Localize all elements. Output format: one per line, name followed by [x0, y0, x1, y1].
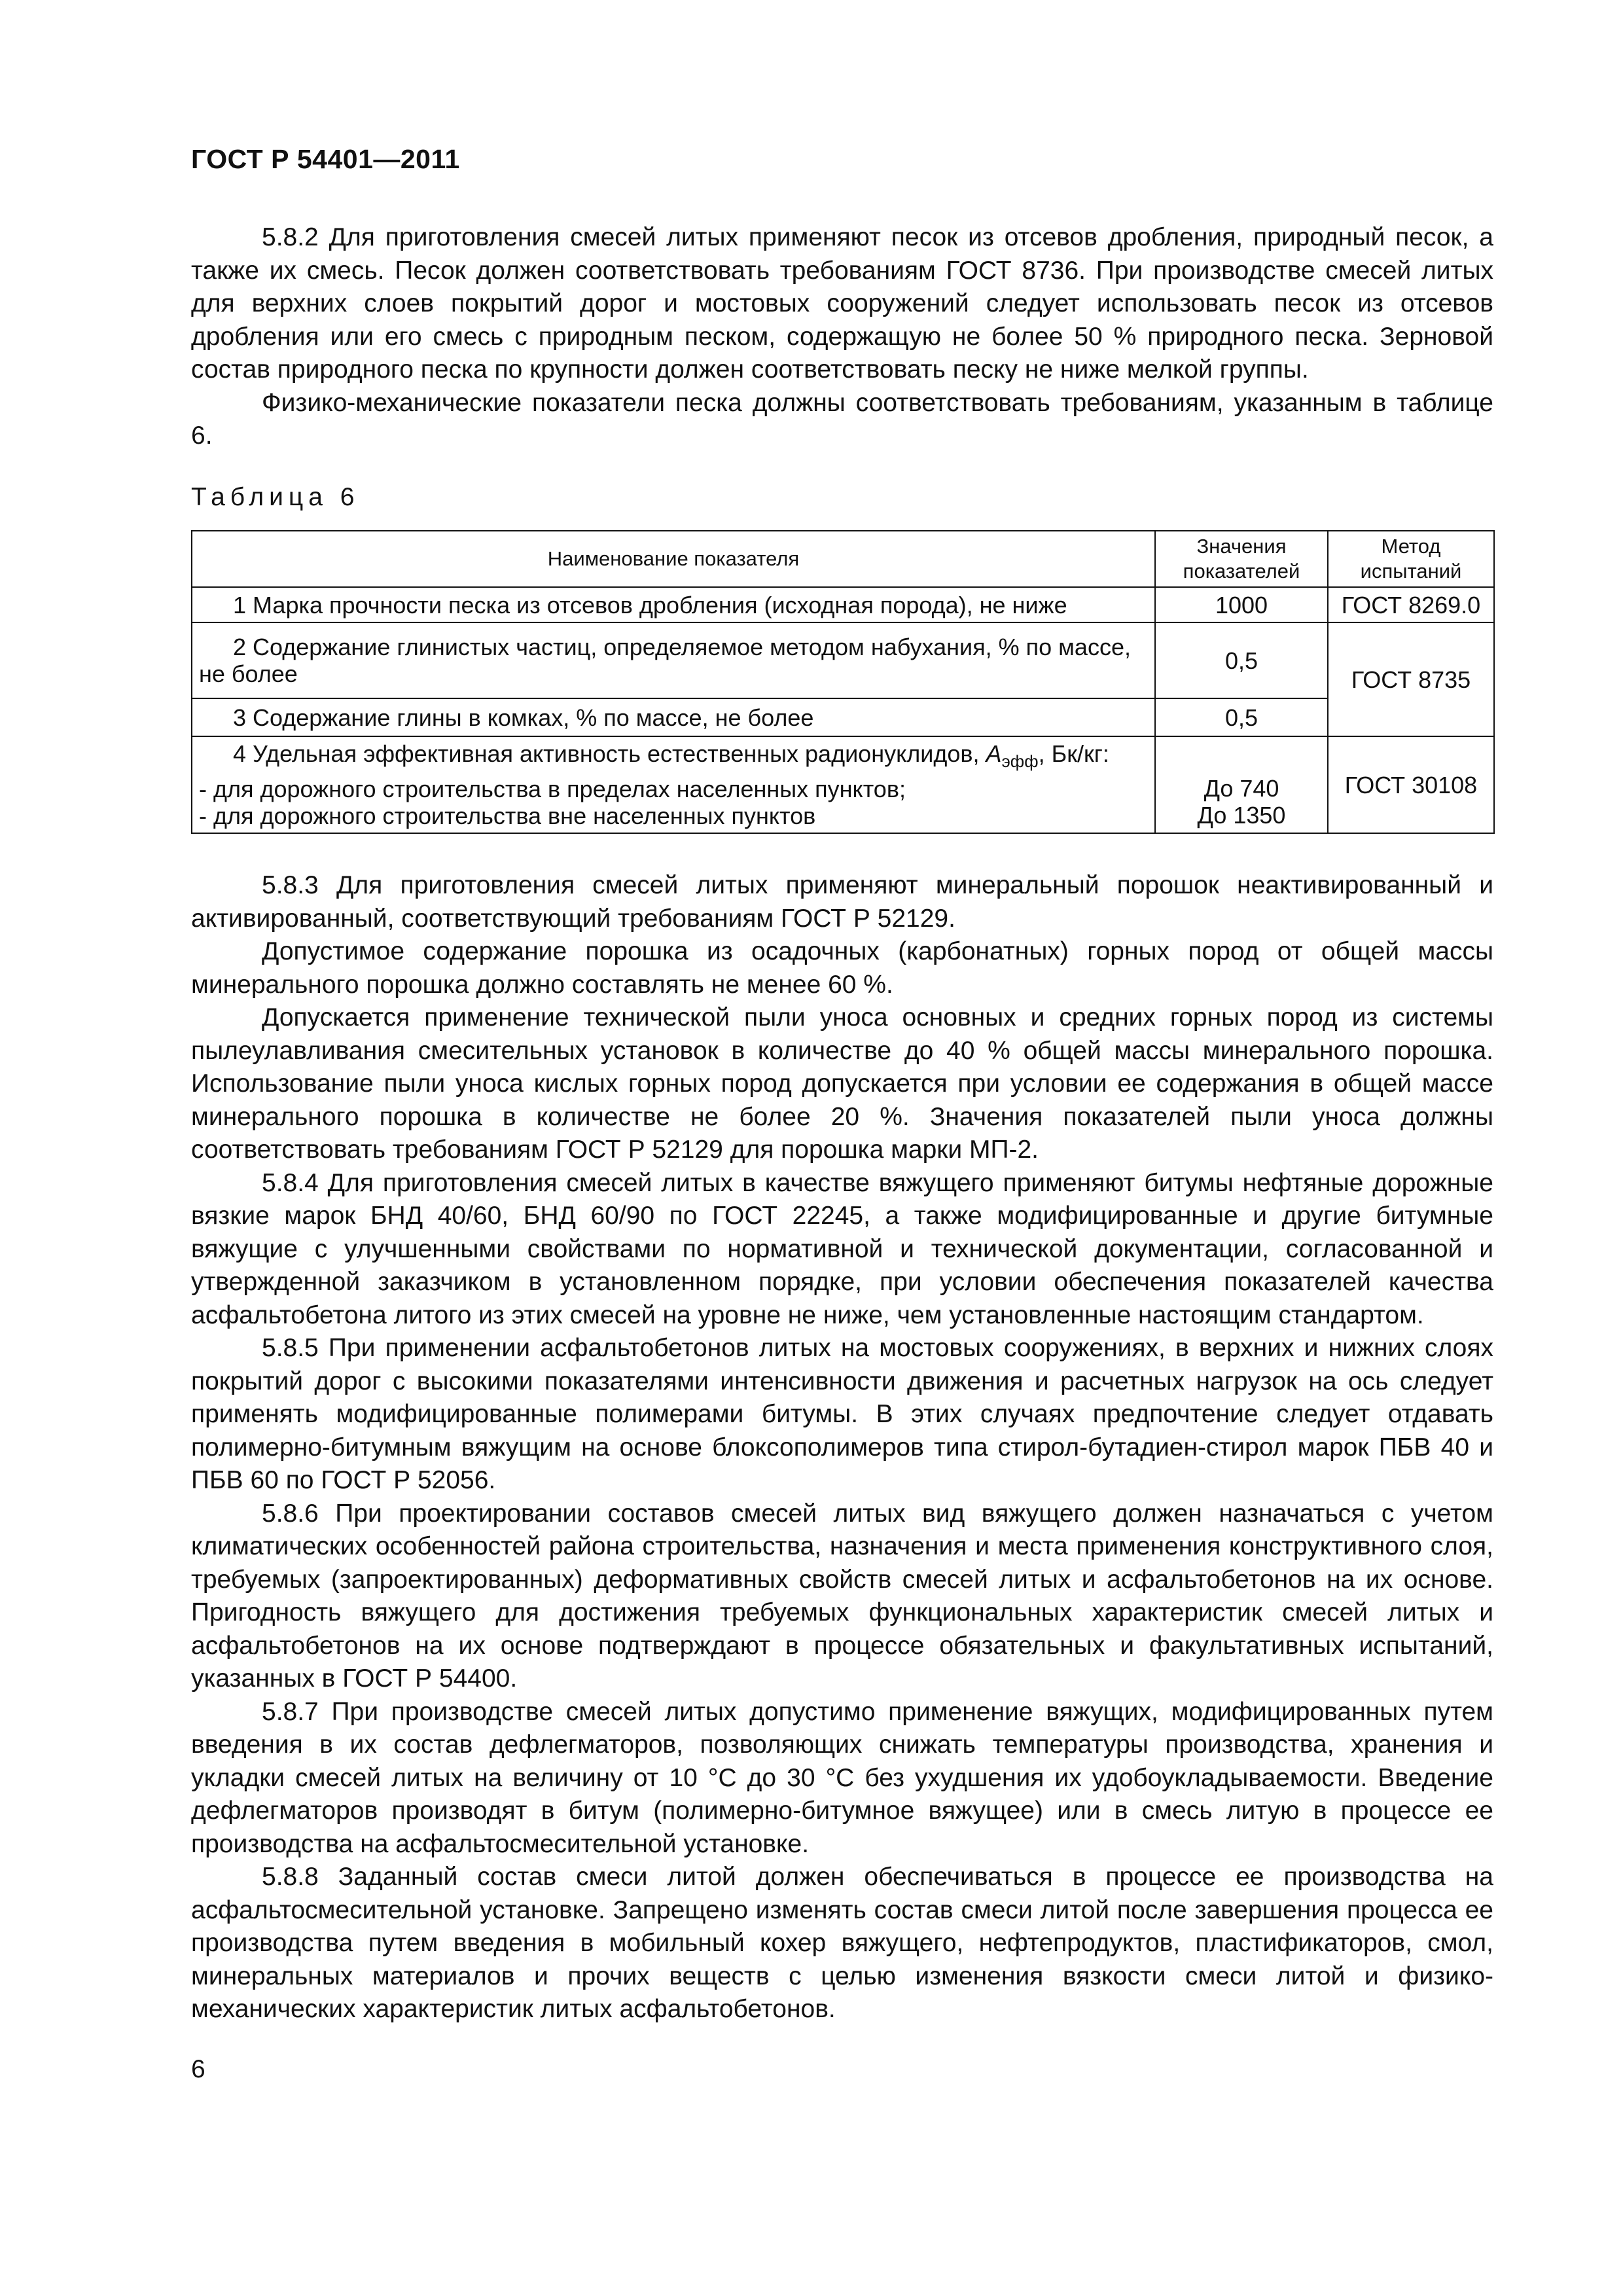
paragraph-5-8-2: 5.8.2 Для приготовления смесей литых применяют песок из отсевов дробления, природный песок, а также их смесь. Песок должен соответствовать требованиям ГОСТ 8736. При производстве смесей литых для верхних слоев покрытий дорог и мостовых сооружений следует использовать песок из отсевов дробления или его смесь с природным песком, содержащую не более 50 % природного песка. Зерновой состав природного песка по крупности должен соответствовать песку не ниже мелкой группы. — [191, 223, 1493, 384]
row-4-method: ГОСТ 30108 — [1328, 736, 1494, 833]
paragraph-5-8-6: 5.8.6 При проектировании составов смесей литых вид вяжущего должен назначаться с учетом климатических особенностей района строительства, назначения и места применения конструктивного слоя, требуемых (запроектированных) деформативных свойств смесей литых и асфальтобетонов на их основе. Пригодность вяжущего для достижения требуемых функциональных характеристик смесей литых и асфальтобетонов на их основе подтверждают в процессе обязательных и факультативных испытаний, указанных в ГОСТ Р 54400. — [191, 1499, 1493, 1693]
page-number: 6 — [191, 2055, 205, 2083]
row-2-3-method: ГОСТ 8735 — [1328, 622, 1494, 736]
row-4-value — [1155, 736, 1328, 833]
row-1-method: ГОСТ 8269.0 — [1328, 587, 1494, 622]
paragraph-5-8-5: 5.8.5 При применении асфальтобетонов литых на мостовых сооружениях, в верхних и нижних слоях покрытий дорог с высокими показателями интенсивности движения и расчетных нагрузок на ось следует применять модифицированные полимерами битумы. В этих случаях предпочтение следует отдавать полимерно-битумным вяжущим на основе блоксополимеров типа стирол-бутадиен-стирол марок ПБВ 40 и ПБВ 60 по ГОСТ Р 52056. — [191, 1334, 1493, 1494]
row-4-value-1: До 740 — [1204, 775, 1279, 802]
header-indicator-value: Значения показателей — [1155, 531, 1328, 587]
row-3-value: 0,5 — [1155, 698, 1328, 736]
row-2-value: 0,5 — [1155, 622, 1328, 698]
row-3-name-text: 3 Содержание глины в комках, % по массе, не более — [233, 704, 814, 731]
table-row — [192, 622, 1494, 698]
paragraph-table-reference: Физико-механические показатели песка должны соответствовать требованиям, указанным в таблице 6. — [191, 388, 1493, 450]
paragraph-5-8-3: 5.8.3 Для приготовления смесей литых применяют минеральный порошок неактивированный и активированный, соответствующий требованиям ГОСТ Р 52129. — [191, 871, 1493, 933]
table-row — [192, 736, 1494, 833]
activity-symbol: A — [986, 740, 1002, 768]
row-4-line-2: - для дорожного строительства в пределах населенных пунктов; — [199, 775, 906, 802]
row-3-name — [192, 698, 1155, 736]
row-1-value: 1000 — [1155, 587, 1328, 622]
table-row — [192, 587, 1494, 622]
row-4-name-main: 4 Удельная эффективная активность естественных радионуклидов, — [233, 740, 986, 768]
section-5-8-2 — [191, 221, 1493, 453]
row-4-line-3: - для дорожного строительства вне населенных пунктов — [199, 802, 816, 829]
paragraph-5-8-7: 5.8.7 При производстве смесей литых допустимо применение вяжущих, модифицированных путем введения в их состав дефлегматоров, позволяющих снижать температуры производства, хранения и укладки смесей литых на величину от 10 °С до 30 °С без ухудшения их удобоукладываемости. Введение дефлегматоров производят в битум (полимерно-битумное вяжущее) или в смесь литую в процессе ее производства на асфальтосмесительной установке. — [191, 1697, 1493, 1858]
main-body — [191, 869, 1493, 2026]
row-4-name — [192, 736, 1155, 833]
row-2-name-text: 2 Содержание глинистых частиц, определяемое методом набухания, % по массе, не более — [199, 634, 1131, 687]
header-indicator-name: Наименование показателя — [192, 531, 1155, 587]
row-4-value-2: До 1350 — [1197, 802, 1286, 829]
row-2-name — [192, 622, 1155, 698]
table-6 — [191, 530, 1495, 834]
row-1-name-text: 1 Марка прочности песка из отсевов дробления (исходная порода), не ниже — [233, 591, 1067, 619]
activity-subscript: эфф — [1001, 751, 1039, 772]
table-row — [192, 698, 1494, 736]
row-4-unit: , Бк/кг: — [1038, 740, 1109, 768]
standard-designation: ГОСТ Р 54401—2011 — [191, 144, 460, 174]
table-caption: Таблица 6 — [191, 483, 360, 511]
paragraph-5-8-4: 5.8.4 Для приготовления смесей литых в качестве вяжущего применяют битумы нефтяные дорожные вязкие марок БНД 40/60, БНД 60/90 по ГОСТ 22245, а также модифицированные и другие битумные вяжущие с улучшенными свойствами по нормативной и технической документации, согласованной и утвержденной заказчиком в установленном порядке, при условии обеспечения показателей качества асфальтобетона литого из этих смесей на уровне не ниже, чем установленные настоящим стандартом. — [191, 1168, 1493, 1329]
table-header-row — [192, 531, 1494, 587]
paragraph-5-8-8: 5.8.8 Заданный состав смеси литой должен обеспечиваться в процессе ее производства на асфальтосмесительной установке. Запрещено изменять состав смеси литой после завершения процесса ее производства путем введения в мобильный кохер вяжущего, нефтепродуктов, пластификаторов, смол, минеральных материалов и прочих веществ с целью изменения вязкости смеси литой и физико-механических характеристик литых асфальтобетонов. — [191, 1863, 1493, 2023]
row-1-name — [192, 587, 1155, 622]
header-test-method: Метод испытаний — [1328, 531, 1494, 587]
paragraph-5-8-3-dust: Допускается применение технической пыли уноса основных и средних горных пород из системы пылеулавливания смесительных установок в количестве до 40 % общей массы минерального порошка. Использование пыли уноса кислых горных пород допускается при условии ее содержания в общей массе минерального порошка в количестве не более 20 %. Значения показателей пыли уноса должны соответствовать требованиям ГОСТ Р 52129 для порошка марки МП-2. — [191, 1003, 1493, 1164]
paragraph-5-8-3-powder-content: Допустимое содержание порошка из осадочных (карбонатных) горных пород от общей массы минерального порошка должно составлять не менее 60 %. — [191, 937, 1493, 999]
